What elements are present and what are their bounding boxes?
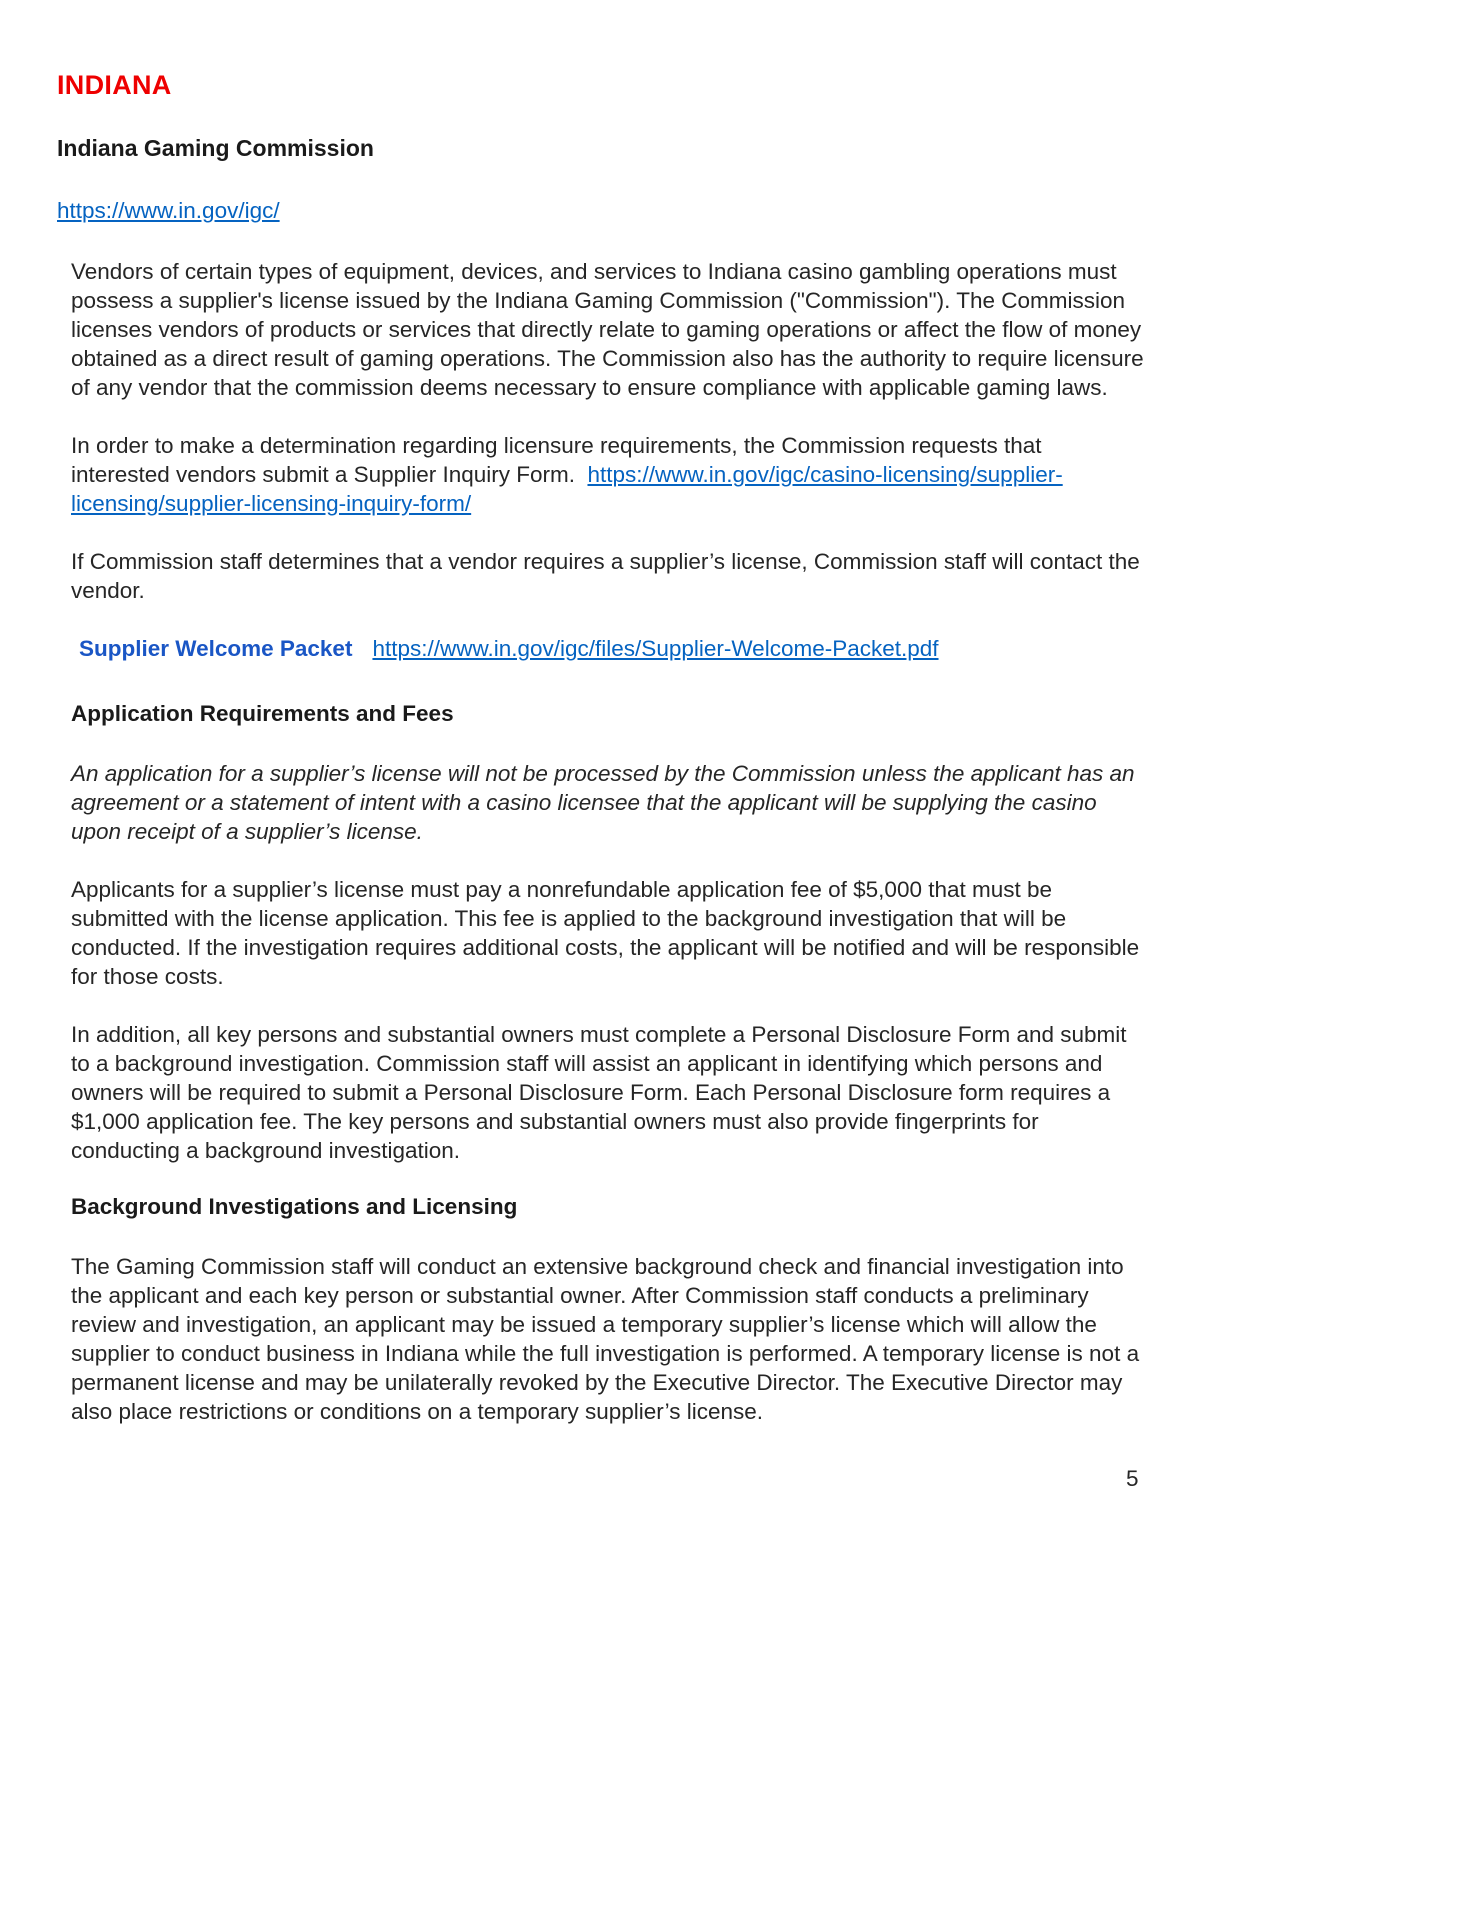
agency-link[interactable]: https://www.in.gov/igc/	[57, 198, 280, 223]
agency-link-line	[57, 196, 1484, 225]
paragraph-personal-disclosure: In addition, all key persons and substantial owners must complete a Personal Disclosure Form and submit to a background investigation. Commission staff will assist an applicant in identifying which persons and owners will be required to submit a Personal Disclosure Form. Each Personal Disclosure form requires a $1,000 application fee. The key persons and substantial owners must also provide fingerprints for conducting a background investigation.	[71, 1022, 1127, 1163]
page-number: 5	[1126, 1466, 1139, 1491]
welcome-packet-link[interactable]: https://www.in.gov/igc/files/Supplier-Welcome-Packet.pdf	[372, 636, 939, 661]
heading-application-requirements: Application Requirements and Fees	[71, 701, 454, 726]
state-heading: INDIANA	[57, 70, 172, 100]
supplier-inquiry-form-link[interactable]: https://www.in.gov/igc/casino-licensing/supplier-licensing/supplier-licensing-inquiry-form/	[71, 462, 1063, 516]
paragraph-application-condition: An application for a supplier’s license will not be processed by the Commission unless the applicant has an agreement or a statement of intent with a casino licensee that the applicant will be supplying the casino upon receipt of a supplier’s license.	[71, 761, 1135, 844]
welcome-packet-line	[79, 634, 1154, 663]
paragraph-application-fee: Applicants for a supplier’s license must pay a nonrefundable application fee of $5,000 that must be submitted with the license application. This fee is applied to the background investigation that will be conducted. If the investigation requires additional costs, the applicant will be notified and will be responsible for those costs.	[71, 877, 1140, 989]
paragraph-staff-contact: If Commission staff determines that a vendor requires a supplier’s license, Commission staff will contact the vendor.	[71, 549, 1140, 603]
heading-background-investigations: Background Investigations and Licensing	[71, 1194, 518, 1219]
welcome-packet-label: Supplier Welcome Packet	[79, 636, 353, 661]
paragraph-inquiry-form	[71, 431, 1146, 518]
agency-heading: Indiana Gaming Commission	[57, 135, 374, 161]
paragraph-vendors-overview: Vendors of certain types of equipment, devices, and services to Indiana casino gambling operations must possess a supplier's license issued by the Indiana Gaming Commission ("Commission"). The Commission licenses vendors of products or services that directly relate to gaming operations or affect the flow of money obtained as a direct result of gaming operations. The Commission also has the authority to require licensure of any vendor that the commission deems necessary to ensure compliance with applicable gaming laws.	[71, 259, 1144, 400]
paragraph-inquiry-text: In order to make a determination regarding licensure requirements, the Commission requests that interested vendors submit a Supplier Inquiry Form.	[71, 433, 1042, 487]
paragraph-background-check: The Gaming Commission staff will conduct an extensive background check and financial investigation into the applicant and each key person or substantial owner. After Commission staff conducts a preliminary review and investigation, an applicant may be issued a temporary supplier’s license which will allow the supplier to conduct business in Indiana while the full investigation is performed. A temporary license is not a permanent license and may be unilaterally revoked by the Executive Director. The Executive Director may also place restrictions or conditions on a temporary supplier’s license.	[71, 1254, 1140, 1424]
